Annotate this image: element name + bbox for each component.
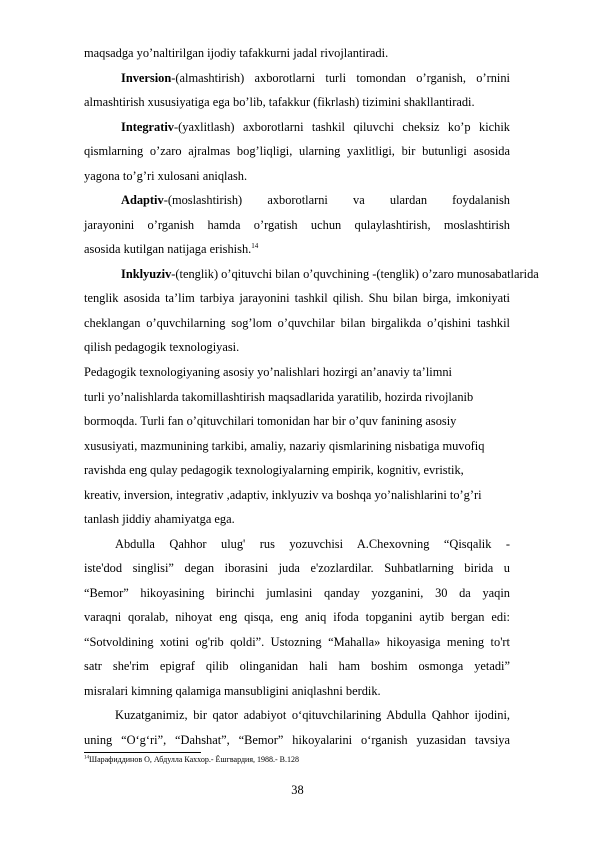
text-line: Pedagogik texnologiyaning asosiy yo’nalishlari hozirgi an’anaviy ta’limni bbox=[84, 365, 452, 379]
paragraph-inversion-line bbox=[121, 70, 510, 86]
footnote-divider bbox=[84, 752, 201, 753]
text-line: “Sotvoldining xotini og'rib qoldi”. Ustozning “Mahalla» hikoyasiga mening to'rt bbox=[84, 635, 510, 649]
text-line: qismlarning o’zaro ajralmas bog’liqligi, ularning yaxlitligi, bir butunligi asosida bbox=[84, 144, 510, 158]
text-line: tenglik asosida ta’lim tarbiya jarayonini tashkil qilish. Shu bilan birga, imkoniyati bbox=[84, 291, 510, 305]
footnote-ref: 14 bbox=[251, 241, 259, 250]
footnote-marker: 14 bbox=[84, 755, 89, 761]
text-line: xususiyati, mazmunining tarkibi, amaliy, nazariy qismlarining nisbatiga muvofiq bbox=[84, 439, 485, 453]
paragraph-integrativ-line bbox=[121, 119, 510, 135]
footnote bbox=[84, 755, 299, 765]
text-line: yagona to’g’ri xulosani aniqlash. bbox=[84, 169, 248, 183]
paragraph-adaptiv-line bbox=[121, 192, 510, 208]
term-inklyuziv: Inklyuziv bbox=[121, 267, 172, 281]
text-line: -(yaxlitlash) axborotlarni tashkil qiluvchi cheksiz ko’p kichik bbox=[174, 120, 510, 134]
text-line: varaqni qoralab, nihoyat eng qisqa, eng aniq ifoda topganini aytib bergan edi: bbox=[84, 610, 510, 624]
text-line: -(moslashtirish) axborotlarni va ulardan foydalanish bbox=[163, 193, 510, 207]
text-line: kreativ, inversion, integrativ ,adaptiv, inklyuziv va boshqa yo’nalishlarini to’g’ri bbox=[84, 488, 482, 502]
text-line: Kuzatganimiz, bir qator adabiyot o‘qituvchilarining Abdulla Qahhor ijodini, bbox=[115, 708, 510, 722]
text-line: “Bemor” hikoyasining birinchi jumlasini qanday yozganini, 30 da yaqin bbox=[84, 586, 510, 600]
footnote-text: Шарафиддинов О, Абдулла Каххор.- Ёшгвардия, 1988.- В.128 bbox=[89, 755, 300, 764]
text-line: jarayonini o’rganish hamda o’rgatish uchun qulaylashtirish, moslashtirish bbox=[84, 218, 510, 232]
text-line: ravishda eng qulay pedagogik texnologiyalarning empirik, kognitiv, evristik, bbox=[84, 463, 464, 477]
term-inversion: Inversion bbox=[121, 71, 172, 85]
text-line: asosida kutilgan natijaga erishish.$^{14}$ bbox=[84, 241, 259, 256]
text-line: turli yo’nalishlarda takomillashtirish maqsadlarida yaratilib, hozirda rivojlanib bbox=[84, 390, 474, 404]
text-line: uning “O‘g‘ri”, “Dahshat”, “Bemor” hikoyalarini o‘rganish yuzasidan tavsiya bbox=[84, 733, 510, 747]
text-line: iste'dod singlisi” degan iborasini juda e'zozlardilar. Suhbatlarning birida u bbox=[84, 561, 510, 575]
text-line: Abdulla Qahhor ulug' rus yozuvchisi A.Chexovning “Qisqalik - bbox=[115, 537, 510, 551]
text-line: tanlash jiddiy ahamiyatga ega. bbox=[84, 512, 235, 526]
term-integrativ: Integrativ bbox=[121, 120, 174, 134]
page-number: 38 bbox=[291, 783, 304, 797]
text-line: cheklangan o’quvchilarning sog’lom o’quvchilar bilan birgalikda o’qishini tashkil bbox=[84, 316, 510, 330]
text-line: -(almashtirish) axborotlarni turli tomondan o’rganish, o’rnini bbox=[171, 71, 510, 85]
term-adaptiv: Adaptiv bbox=[121, 193, 164, 207]
paragraph-inklyuziv-line: Inklyuziv-(tenglik) o’qituvchi bilan o’quvchining -(tenglik) o’zaro munosabatlarida bbox=[121, 267, 539, 281]
text-line: almashtirish xususiyatiga ega bo’lib, tafakkur (fikrlash) tizimini shakllantiradi. bbox=[84, 95, 475, 109]
text-line: bormoqda. Turli fan o’qituvchilari tomonidan har bir o’quv fanining asosiy bbox=[84, 414, 457, 428]
text-line: misralari kimning qalamiga mansubligini aniqlashni berdik. bbox=[84, 684, 381, 698]
text-line: maqsadga yo’naltirilgan ijodiy tafakkurni jadal rivojlantiradi. bbox=[84, 46, 389, 60]
text-line: qilish pedagogik texnologiyasi. bbox=[84, 340, 240, 354]
text-line: satr she'rim epigraf qilib olinganidan hali ham boshim osmonga yetadi” bbox=[84, 659, 510, 673]
